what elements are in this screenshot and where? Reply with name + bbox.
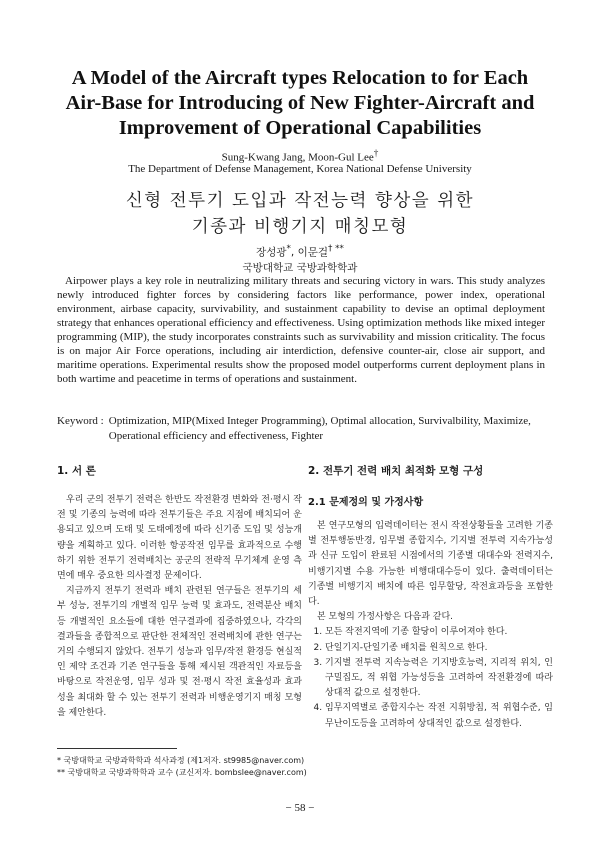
korean-author-separator: , [290,246,298,259]
korean-affiliation: 국방대학교 국방과학학과 [242,262,358,274]
section-1-paragraph: 우리 군의 전투기 전력은 한반도 작전환경 변화와 전·평시 작전 및 기종의 능력에 따라 전투기들은 주요 지점에 배치되어 운용되고 있으며 도태 및 도태예정에 따라 신기종 도입 및 성능개량을 계획하고 있다. 이러한 항공작전 임무를 효과적으로 수행하기 위한 전투기 전력배치는 공군의 전략적 무기체계 운영 측면에 매우 중요한 의사결정 문제이다. [57,495,302,582]
korean-author-2-mark: † ** [328,244,344,254]
corresponding-author-mark: † [373,148,379,158]
section-1-heading: 1. 서 론 [57,465,96,477]
footnote-first-author: * 국방대학교 국방과학학과 석사과정 (제1저자. st9985@naver.com) [57,756,305,765]
english-title-line-3: Improvement of Operational Capabilities [118,117,482,139]
korean-authors [0,244,600,260]
korean-title-line-2: 기종과 비행기지 매칭모형 [191,217,409,237]
assumption-item: 4. 임무지역별로 종합지수는 작전 지휘방침, 적 위협수준, 임무난이도등을 고려하여 상대적인 값으로 설정한다. [325,701,553,731]
korean-title [30,188,570,240]
assumption-item: 2. 단일기지-단일기종 배치를 원칙으로 한다. [325,641,553,656]
keyword-list: Optimization, MIP(Mixed Integer Programming), Optimal allocation, Survivalbility, Maximize, Operational efficiency and effectiveness, Fighter [108,415,531,442]
section-2-paragraph: 본 모형의 가정사항은 다음과 같다. [317,612,454,623]
section-2-paragraph: 본 연구모형의 입력데이터는 전시 작전상황들을 고려한 기종별 전투행동반경, 임무별 종합지수, 기지별 전투력 지속가능성과 신규 도입이 완료된 시점에서의 기종별 대대수와 전력지수, 비행기지별 수용 가능한 비행대대수등이 있다. 출력데이터는 기종별 비행기지 배치에 따른 임무할당, 작전효과등을 포함한다. [308,521,553,608]
abstract: Airpower plays a key role in neutralizing military threats and securing victory in wars. This study analyzes newly introduced fighter forces by considering factors like performance, power index, operational environment, airbase capacity, survivability, and sustainment capability to devise an optimal deployment strategy that enhances operational efficiency and effectiveness. Using optimization methods like mixed integer programming (MIP), the study incorporates constraints such as survivability and mission criticality. The focus is on major Air Force operations, including air interdiction, defensive counter-air, close air support, and maritime operations. Experimental results show the proposed model outperforms current deployment plans in both wartime and peacetime in terms of operations and sustainment. [57,275,545,385]
section-1-paragraph: 지금까지 전투기 전력과 배치 관련된 연구들은 전투기의 세부 성능, 전투기의 개별적 임무 능력 및 효과도, 전력분산 배치등 개별적인 요소들에 대한 연구결과에 집중하였으나, 각각의 결과들을 종합적으로 판단한 전체적인 전력배치에 관한 연구는 거의 수행되지 않았다. 전투기 성능과 임무/작전 환경등 현실적인 제약 조건과 기존 연구들을 통해 제시된 객관적인 자료등을 바탕으로 작전운영, 임무 성과 및 전·평시 작전 효율성과 효과성을 최대화 할 수 있는 전투기 전력과 비행운영기지 매칭 모형을 제안한다. [57,586,302,718]
english-title-line-1: A Model of the Aircraft types Relocation to for Each [71,67,529,89]
section-2-heading: 2. 전투기 전력 배치 최적화 모형 구성 [308,465,484,477]
section-1-body [57,493,302,721]
assumption-item: 3. 기지별 전투력 지속능력은 기지방호능력, 지리적 위치, 인구밀집도, 적 위협 가능성등을 고려하여 작전환경에 따라 상대적 값으로 설정한다. [325,656,553,702]
english-authors [0,148,600,164]
footnote-corresponding-author: ** 국방대학교 국방과학학과 교수 (교신저자. bombslee@naver.com) [57,768,307,777]
korean-author-2: 이문걸 [297,246,328,259]
english-title-line-2: Air-Base for Introducing of New Fighter-Aircraft and [65,92,535,114]
korean-title-line-1: 신형 전투기 도입과 작전능력 향상을 위한 [125,191,475,211]
keywords [57,414,557,444]
english-author-names: Sung-Kwang Jang, Moon-Gul Lee [221,151,374,164]
korean-author-1: 장성광 [256,246,287,259]
english-title [30,66,570,141]
section-2-1-heading: 2.1 문제정의 및 가정사항 [308,497,424,508]
section-2-body [308,519,553,732]
keyword-label: Keyword : [57,415,104,427]
page-number: − 58 − [285,802,315,814]
assumption-item: 1. 모든 작전지역에 기종 할당이 이루어져야 한다. [325,625,553,640]
footnote-divider [57,748,177,749]
assumption-list [308,625,553,731]
korean-author-1-mark: * [286,244,291,254]
english-affiliation: The Department of Defense Management, Korea National Defense University [128,163,472,175]
